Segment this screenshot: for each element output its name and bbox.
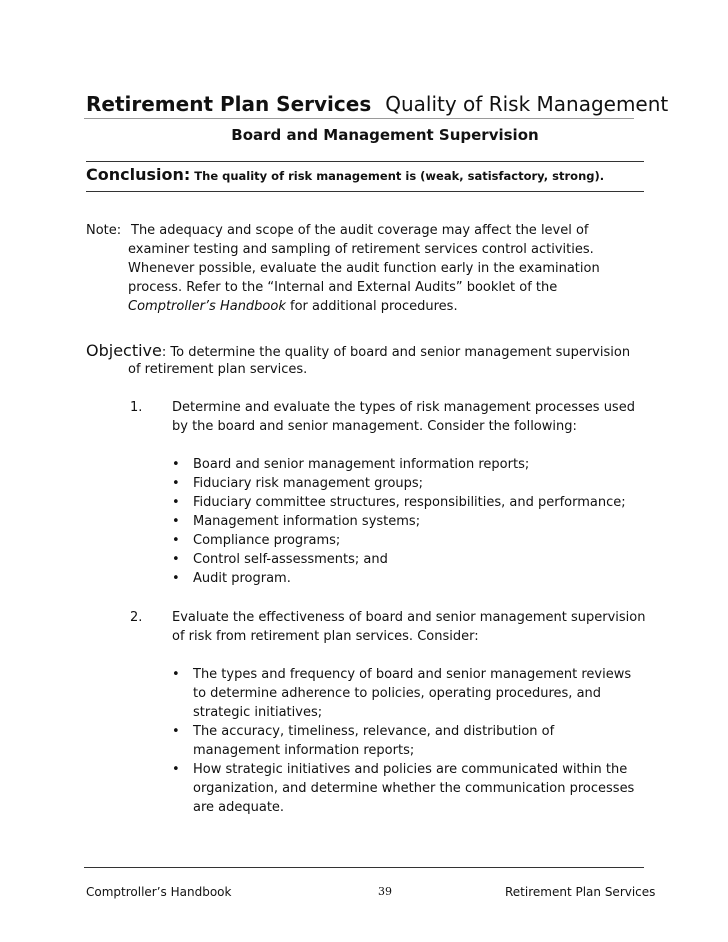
conclusion-top-rule [86,161,644,162]
objective-text-continued: of retirement plan services. [128,362,308,377]
conclusion-bottom-rule [86,191,644,192]
footer-divider [84,867,644,868]
page-subtitle: Board and Management Supervision [231,126,539,144]
handbook-title: Comptroller’s Handbook [128,299,286,314]
step-2-text [172,608,645,646]
objective-text: : To determine the quality of board and senior management supervision [161,345,631,360]
note-label: Note: [86,223,122,238]
bullet-icon: • [172,476,180,491]
bullet-icon: • [172,457,180,472]
step-line: Evaluate the effectiveness of board and senior management supervision [172,610,646,625]
footer-section: Retirement Plan Services [505,885,656,899]
bullet-icon: • [172,762,180,777]
list-item: • Audit program. [172,571,291,586]
page-number: 39 [378,885,392,898]
note-line: examiner testing and sampling of retirement services control activities. [128,242,594,257]
title-divider [84,118,634,119]
bullet-icon: • [172,533,180,548]
conclusion-label: Conclusion: [86,165,191,184]
step-1-text [172,398,635,436]
step-line: by the board and senior management. Consider the following: [172,419,577,434]
note-body [131,221,589,240]
list-item: • Board and senior management information reports; [172,457,530,472]
list-item: • Fiduciary committee structures, responsibilities, and performance; [172,495,626,510]
list-item: • Compliance programs; [172,533,341,548]
title-topic: Quality of Risk Management [385,92,669,116]
step-number: 2. [130,610,143,625]
footer-publication: Comptroller’s Handbook [86,885,232,899]
step-number: 1. [130,400,143,415]
list-item: • The types and frequency of board and senior management reviews to determine adherence to policies, operating procedures, and strategic initiatives; [172,667,632,720]
conclusion-block [86,164,604,187]
note-line-last [128,297,600,316]
list-item: • How strategic initiatives and policies are communicated within the organization, and determine whether the communication processes are adequate. [172,762,635,815]
list-item: • The accuracy, timeliness, relevance, and distribution of management information reports; [172,724,555,758]
step-2-bullet-list [172,665,635,817]
conclusion-text: The quality of risk management is (weak, satisfactory, strong). [194,169,605,183]
note-body-continued [128,240,600,316]
note-line: process. Refer to the “Internal and External Audits” booklet of the [128,280,558,295]
list-item: • Fiduciary risk management groups; [172,476,424,491]
bullet-icon: • [172,667,180,682]
objective-label: Objective [86,341,162,360]
note-line: Whenever possible, evaluate the audit function early in the examination [128,261,600,276]
note-line: The adequacy and scope of the audit coverage may affect the level of [131,223,589,238]
bullet-icon: • [172,552,180,567]
objective-heading [86,341,630,362]
note-line-tail: for additional procedures. [285,299,458,314]
list-item: • Management information systems; [172,514,421,529]
step-line: of risk from retirement plan services. Consider: [172,629,479,644]
step-line: Determine and evaluate the types of risk management processes used [172,400,635,415]
step-1-bullet-list [172,455,626,588]
page-title [86,90,668,120]
bullet-icon: • [172,571,180,586]
bullet-icon: • [172,514,180,529]
list-item: • Control self-assessments; and [172,552,388,567]
title-section-name: Retirement Plan Services [86,92,372,116]
bullet-icon: • [172,724,180,739]
bullet-icon: • [172,495,180,510]
